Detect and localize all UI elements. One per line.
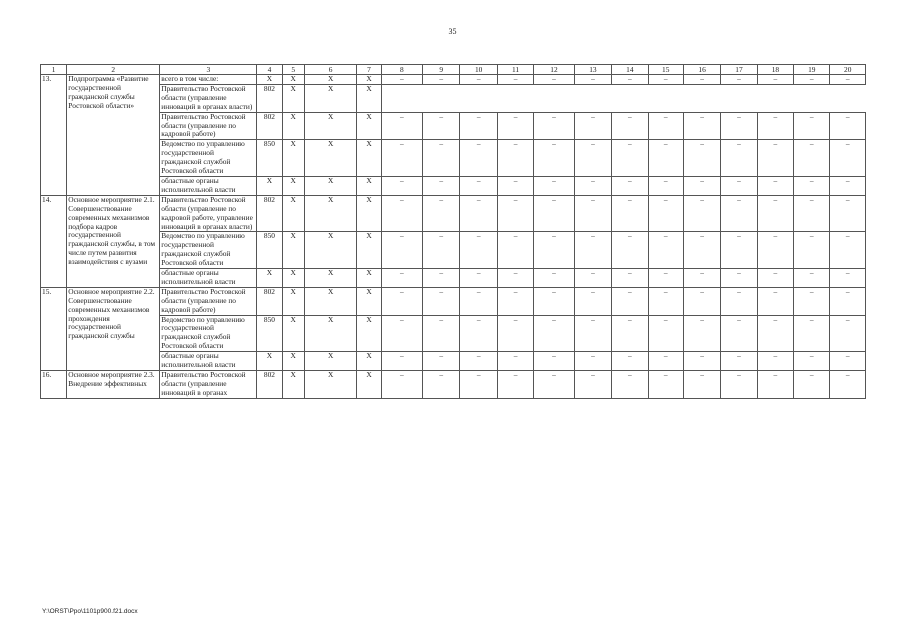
amount-cell: – — [423, 195, 460, 232]
amount-cell: – — [721, 75, 757, 85]
code-cell-v6: X — [304, 84, 357, 112]
amount-cell: – — [794, 176, 830, 195]
code-cell-v5: X — [282, 315, 304, 352]
amount-cell: – — [830, 140, 866, 177]
amount-cell: – — [574, 176, 611, 195]
amount-cell: – — [794, 195, 830, 232]
amount-cell: – — [757, 112, 793, 140]
amount-cell: – — [534, 195, 574, 232]
code-cell-v5: X — [282, 84, 304, 112]
amount-cell: – — [497, 352, 533, 371]
amount-cell: – — [423, 112, 460, 140]
amount-cell: – — [460, 287, 497, 315]
code-cell-v7: X — [357, 75, 381, 85]
amount-cell: – — [423, 287, 460, 315]
code-cell-v7: X — [357, 352, 381, 371]
amount-cell: – — [794, 75, 830, 85]
amount-cell: – — [683, 315, 720, 352]
code-cell-v4: X — [257, 176, 282, 195]
amount-cell: – — [683, 371, 720, 399]
code-cell-v6: X — [304, 269, 357, 288]
code-cell-v5: X — [282, 287, 304, 315]
code-cell-v7: X — [357, 140, 381, 177]
amount-cell: – — [830, 352, 866, 371]
amount-cell: – — [648, 232, 683, 269]
code-cell-v4: 802 — [257, 112, 282, 140]
amount-cell: – — [497, 176, 533, 195]
amount-cell: – — [683, 352, 720, 371]
program-name: Основное мероприятие 2.1. Совершенствование современных механизмов подбора кадров государственной гражданской службы, в том числе путем развития взаимодействия с вузами — [67, 195, 160, 287]
amount-cell: – — [794, 112, 830, 140]
amount-cell: – — [612, 352, 648, 371]
amount-cell: – — [683, 195, 720, 232]
amount-cell: – — [534, 352, 574, 371]
amount-cell: – — [721, 140, 757, 177]
column-number-14: 14 — [612, 65, 648, 75]
code-cell-v6: X — [304, 287, 357, 315]
amount-cell: – — [612, 371, 648, 399]
table-row — [41, 176, 866, 195]
amount-cell: – — [423, 140, 460, 177]
amount-cell: – — [460, 371, 497, 399]
amount-cell: – — [574, 112, 611, 140]
table-row — [41, 112, 866, 140]
table-row — [41, 140, 866, 177]
amount-cell: – — [721, 112, 757, 140]
file-path-footer: Y:\ORST\Ppo\1101p900.f21.docx — [42, 608, 138, 615]
amount-cell: – — [534, 315, 574, 352]
amount-cell: – — [757, 176, 793, 195]
table-row — [41, 269, 866, 288]
amount-cell: – — [381, 352, 422, 371]
code-cell-v4: 802 — [257, 287, 282, 315]
amount-cell: – — [648, 75, 683, 85]
amount-cell: – — [460, 176, 497, 195]
code-cell-v4: X — [257, 75, 282, 85]
code-cell-v6: X — [304, 371, 357, 399]
code-cell-v4: X — [257, 352, 282, 371]
row-number: 16. — [41, 371, 67, 399]
amount-cell: – — [830, 195, 866, 232]
amount-cell: – — [612, 195, 648, 232]
amount-cell: – — [460, 140, 497, 177]
amount-cell: – — [460, 315, 497, 352]
amount-cell: – — [648, 112, 683, 140]
amount-cell: – — [381, 232, 422, 269]
amount-cell: – — [534, 75, 574, 85]
table-header-row — [41, 65, 866, 75]
amount-cell: – — [721, 371, 757, 399]
budget-table — [40, 64, 866, 399]
amount-cell: – — [460, 75, 497, 85]
amount-cell: – — [683, 140, 720, 177]
amount-cell: – — [423, 75, 460, 85]
amount-cell: – — [381, 176, 422, 195]
executor-name: Правительство Ростовской области (управление инноваций в органах власти) — [160, 84, 257, 112]
code-cell-v5: X — [282, 352, 304, 371]
code-cell-v5: X — [282, 176, 304, 195]
code-cell-v7: X — [357, 112, 381, 140]
amount-cell: – — [794, 287, 830, 315]
amount-cell: – — [381, 75, 422, 85]
amount-cell: – — [574, 140, 611, 177]
code-cell-v6: X — [304, 195, 357, 232]
column-number-8: 8 — [381, 65, 422, 75]
code-cell-v7: X — [357, 315, 381, 352]
amount-cell: – — [612, 140, 648, 177]
code-cell-v6: X — [304, 176, 357, 195]
code-cell-v5: X — [282, 75, 304, 85]
executor-name: Ведомство по управлению государственной гражданской службой Ростовской области — [160, 232, 257, 269]
amount-cell: – — [794, 269, 830, 288]
executor-name: областные органы исполнительной власти — [160, 352, 257, 371]
amount-cell: – — [794, 232, 830, 269]
code-cell-v4: 850 — [257, 232, 282, 269]
amount-cell: – — [574, 371, 611, 399]
amount-cell: – — [794, 140, 830, 177]
code-cell-v4: 802 — [257, 371, 282, 399]
code-cell-v6: X — [304, 232, 357, 269]
code-cell-v7: X — [357, 269, 381, 288]
amount-cell: – — [534, 112, 574, 140]
amount-cell: – — [381, 112, 422, 140]
amount-cell: – — [423, 232, 460, 269]
amount-cell: – — [381, 269, 422, 288]
code-cell-v4: X — [257, 269, 282, 288]
amount-cell: – — [497, 232, 533, 269]
amount-cell: – — [460, 269, 497, 288]
amount-cell: – — [423, 371, 460, 399]
code-cell-v6: X — [304, 75, 357, 85]
amount-cell: – — [721, 176, 757, 195]
amount-cell: – — [574, 195, 611, 232]
executor-name: областные органы исполнительной власти — [160, 176, 257, 195]
amount-cell: – — [721, 287, 757, 315]
code-cell-v6: X — [304, 112, 357, 140]
amount-cell: – — [497, 75, 533, 85]
column-number-12: 12 — [534, 65, 574, 75]
code-cell-v7: X — [357, 84, 381, 112]
executor-name: областные органы исполнительной власти — [160, 269, 257, 288]
code-cell-v5: X — [282, 140, 304, 177]
code-cell-v7: X — [357, 176, 381, 195]
empty-merged-cell — [381, 84, 865, 112]
amount-cell: – — [794, 371, 830, 399]
row-number: 15. — [41, 287, 67, 370]
code-cell-v6: X — [304, 352, 357, 371]
column-number-10: 10 — [460, 65, 497, 75]
amount-cell: – — [574, 75, 611, 85]
amount-cell: – — [683, 232, 720, 269]
amount-cell: – — [830, 371, 866, 399]
executor-name: Ведомство по управлению государственной гражданской службой Ростовской области — [160, 140, 257, 177]
row-number: 13. — [41, 75, 67, 196]
amount-cell: – — [497, 287, 533, 315]
amount-cell: – — [648, 315, 683, 352]
amount-cell: – — [534, 287, 574, 315]
amount-cell: – — [683, 112, 720, 140]
code-cell-v5: X — [282, 195, 304, 232]
column-number-18: 18 — [757, 65, 793, 75]
amount-cell: – — [612, 315, 648, 352]
code-cell-v7: X — [357, 195, 381, 232]
amount-cell: – — [648, 287, 683, 315]
program-name: Основное мероприятие 2.2. Совершенствование современных механизмов прохождения государственной гражданской службы — [67, 287, 160, 370]
executor-name: Ведомство по управлению государственной гражданской службой Ростовской области — [160, 315, 257, 352]
amount-cell: – — [648, 195, 683, 232]
amount-cell: – — [497, 195, 533, 232]
program-name: Основное мероприятие 2.3. Внедрение эффективных — [67, 371, 160, 399]
column-number-15: 15 — [648, 65, 683, 75]
amount-cell: – — [612, 176, 648, 195]
amount-cell: – — [648, 140, 683, 177]
amount-cell: – — [648, 352, 683, 371]
amount-cell: – — [721, 232, 757, 269]
program-name: Подпрограмма «Развитие государственной гражданской службы Ростовской области» — [67, 75, 160, 196]
row-number: 14. — [41, 195, 67, 287]
code-cell-v6: X — [304, 140, 357, 177]
amount-cell: – — [497, 140, 533, 177]
amount-cell: – — [423, 315, 460, 352]
executor-name: Правительство Ростовской области (управление по кадровой работе) — [160, 287, 257, 315]
amount-cell: – — [381, 371, 422, 399]
amount-cell: – — [534, 269, 574, 288]
amount-cell: – — [683, 287, 720, 315]
table-row — [41, 195, 866, 232]
amount-cell: – — [648, 176, 683, 195]
column-number-3: 3 — [160, 65, 257, 75]
amount-cell: – — [574, 269, 611, 288]
executor-name: Правительство Ростовской области (управление по кадровой работе) — [160, 112, 257, 140]
amount-cell: – — [381, 315, 422, 352]
amount-cell: – — [721, 352, 757, 371]
code-cell-v4: 850 — [257, 315, 282, 352]
code-cell-v4: 802 — [257, 195, 282, 232]
amount-cell: – — [534, 176, 574, 195]
amount-cell: – — [460, 112, 497, 140]
amount-cell: – — [683, 176, 720, 195]
amount-cell: – — [757, 75, 793, 85]
amount-cell: – — [497, 315, 533, 352]
column-number-17: 17 — [721, 65, 757, 75]
column-number-6: 6 — [304, 65, 357, 75]
amount-cell: – — [497, 112, 533, 140]
code-cell-v4: 850 — [257, 140, 282, 177]
amount-cell: – — [757, 232, 793, 269]
amount-cell: – — [757, 269, 793, 288]
amount-cell: – — [830, 315, 866, 352]
amount-cell: – — [497, 269, 533, 288]
amount-cell: – — [574, 232, 611, 269]
amount-cell: – — [757, 195, 793, 232]
amount-cell: – — [460, 232, 497, 269]
amount-cell: – — [683, 269, 720, 288]
executor-name: всего в том числе: — [160, 75, 257, 85]
amount-cell: – — [612, 287, 648, 315]
executor-name: Правительство Ростовской области (управление по кадровой работе, управление инноваций в органах власти) — [160, 195, 257, 232]
amount-cell: – — [381, 287, 422, 315]
code-cell-v5: X — [282, 232, 304, 269]
table-row — [41, 84, 866, 112]
amount-cell: – — [534, 140, 574, 177]
table-row — [41, 75, 866, 85]
amount-cell: – — [683, 75, 720, 85]
amount-cell: – — [534, 371, 574, 399]
table-row — [41, 287, 866, 315]
amount-cell: – — [648, 371, 683, 399]
code-cell-v7: X — [357, 371, 381, 399]
code-cell-v7: X — [357, 232, 381, 269]
column-number-2: 2 — [67, 65, 160, 75]
amount-cell: – — [794, 315, 830, 352]
amount-cell: – — [534, 232, 574, 269]
amount-cell: – — [830, 176, 866, 195]
column-number-20: 20 — [830, 65, 866, 75]
code-cell-v5: X — [282, 112, 304, 140]
table-row — [41, 352, 866, 371]
amount-cell: – — [721, 195, 757, 232]
amount-cell: – — [648, 269, 683, 288]
amount-cell: – — [757, 287, 793, 315]
amount-cell: – — [830, 269, 866, 288]
column-number-19: 19 — [794, 65, 830, 75]
code-cell-v5: X — [282, 371, 304, 399]
amount-cell: – — [757, 371, 793, 399]
column-number-13: 13 — [574, 65, 611, 75]
amount-cell: – — [757, 315, 793, 352]
amount-cell: – — [381, 140, 422, 177]
amount-cell: – — [574, 352, 611, 371]
page-number: 35 — [448, 27, 457, 36]
amount-cell: – — [757, 140, 793, 177]
executor-name: Правительство Ростовской области (управление инноваций в органах — [160, 371, 257, 399]
code-cell-v6: X — [304, 315, 357, 352]
amount-cell: – — [423, 352, 460, 371]
amount-cell: – — [574, 287, 611, 315]
amount-cell: – — [574, 315, 611, 352]
amount-cell: – — [830, 287, 866, 315]
amount-cell: – — [460, 195, 497, 232]
code-cell-v7: X — [357, 287, 381, 315]
column-number-7: 7 — [357, 65, 381, 75]
amount-cell: – — [721, 315, 757, 352]
code-cell-v5: X — [282, 269, 304, 288]
amount-cell: – — [612, 269, 648, 288]
table-row — [41, 315, 866, 352]
amount-cell: – — [381, 195, 422, 232]
code-cell-v4: 802 — [257, 84, 282, 112]
amount-cell: – — [830, 112, 866, 140]
amount-cell: – — [460, 352, 497, 371]
column-number-9: 9 — [423, 65, 460, 75]
table-row — [41, 232, 866, 269]
amount-cell: – — [794, 352, 830, 371]
amount-cell: – — [757, 352, 793, 371]
amount-cell: – — [423, 176, 460, 195]
amount-cell: – — [830, 232, 866, 269]
amount-cell: – — [612, 232, 648, 269]
amount-cell: – — [721, 269, 757, 288]
column-number-4: 4 — [257, 65, 282, 75]
amount-cell: – — [612, 75, 648, 85]
amount-cell: – — [423, 269, 460, 288]
column-number-5: 5 — [282, 65, 304, 75]
amount-cell: – — [612, 112, 648, 140]
column-number-1: 1 — [41, 65, 67, 75]
column-number-16: 16 — [683, 65, 720, 75]
table-row — [41, 371, 866, 399]
amount-cell: – — [497, 371, 533, 399]
amount-cell: – — [830, 75, 866, 85]
column-number-11: 11 — [497, 65, 533, 75]
